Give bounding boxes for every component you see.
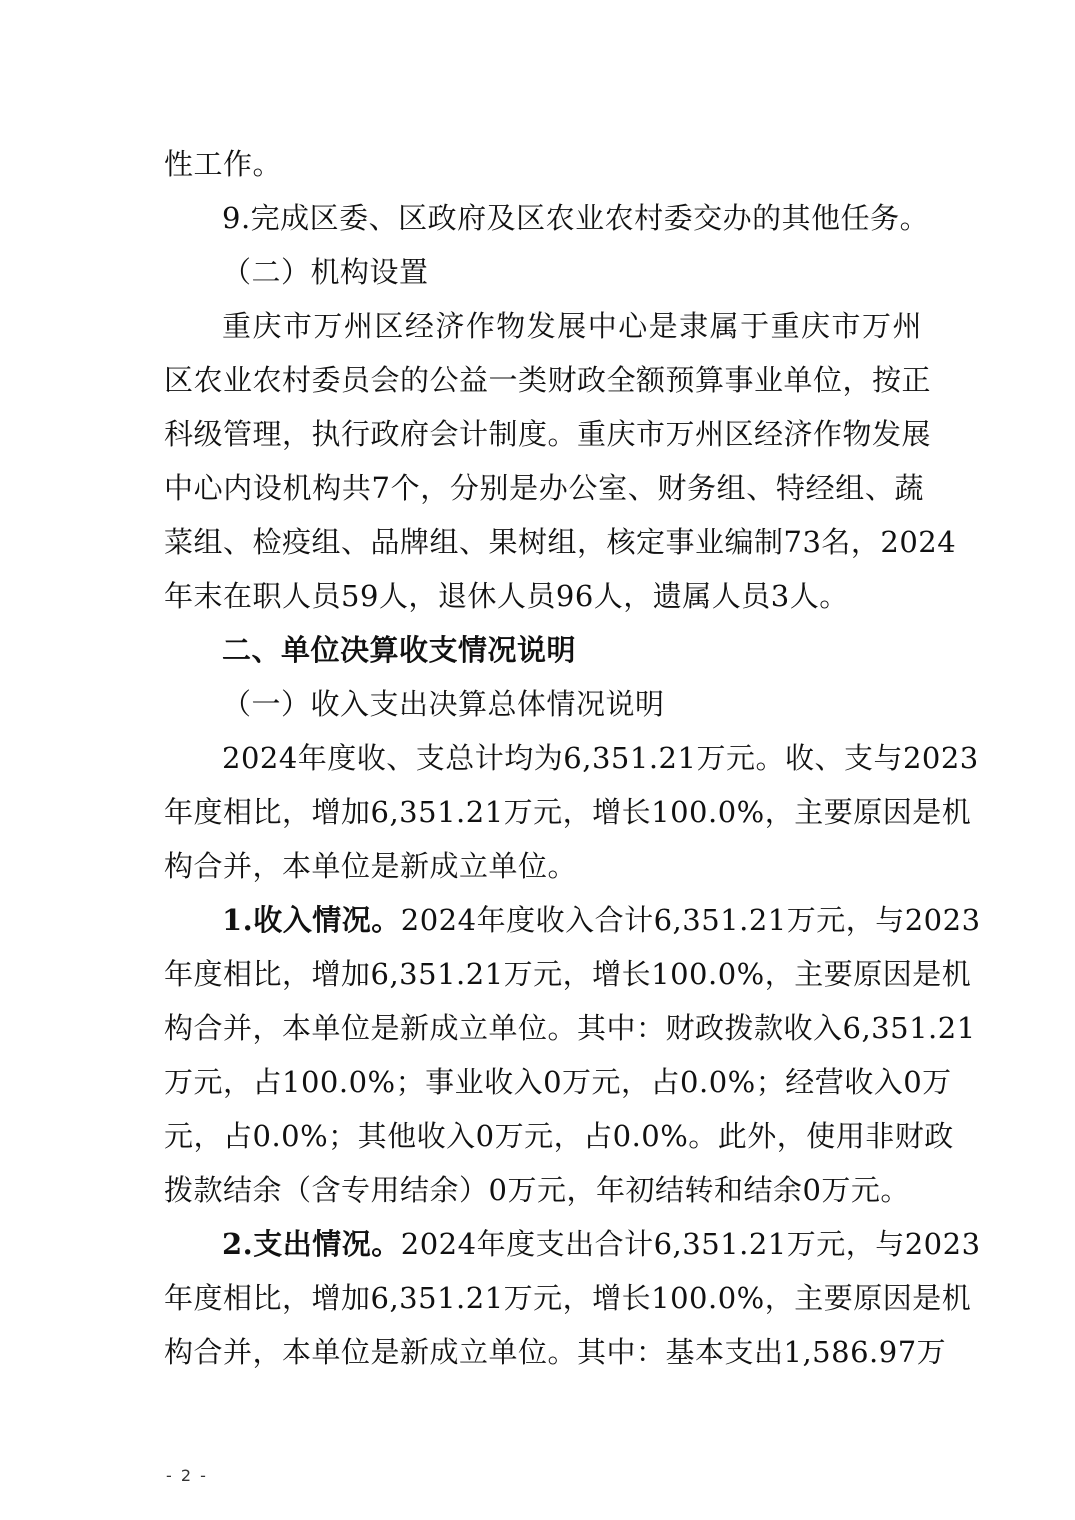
expenditure-paragraph-line (222, 1217, 981, 1271)
text-line: 构合并，本单位是新成立单位。 (164, 849, 578, 883)
section-subheading: （一）收入支出决算总体情况说明 (222, 687, 665, 721)
income-text: 2024年度收入合计6,351.21万元，与2023 (400, 903, 981, 937)
text-line: 年度相比，增加6,351.21万元，增长100.0%，主要原因是机 (164, 1281, 972, 1315)
text-line: 区农业农村委员会的公益一类财政全额预算事业单位，按正 (164, 363, 932, 397)
expenditure-label: 2.支出情况。 (222, 1227, 401, 1261)
text-line: 年度相比，增加6,351.21万元，增长100.0%，主要原因是机 (164, 795, 972, 829)
income-paragraph-line (222, 893, 981, 947)
text-line: 年末在职人员59人，退休人员96人，遗属人员3人。 (164, 579, 849, 613)
text-line: 元，占0.0%；其他收入0万元，占0.0%。此外，使用非财政 (164, 1119, 954, 1153)
text-line: 万元，占100.0%；事业收入0万元，占0.0%；经营收入0万 (164, 1065, 952, 1099)
section-subheading: （二）机构设置 (222, 255, 429, 289)
income-label: 1.收入情况。 (222, 903, 401, 937)
text-line: 性工作。 (164, 147, 283, 181)
text-line: 9.完成区委、区政府及区农业农村委交办的其他任务。 (222, 201, 930, 235)
text-line: 菜组、检疫组、品牌组、果树组，核定事业编制73名，2024 (164, 525, 957, 559)
text-line: 中心内设机构共7个，分别是办公室、财务组、特经组、蔬 (164, 471, 924, 505)
text-line: 拨款结余（含专用结余）0万元，年初结转和结余0万元。 (164, 1173, 910, 1207)
text-line: 构合并，本单位是新成立单位。其中：财政拨款收入6,351.21 (164, 1011, 976, 1045)
section-heading: 二、单位决算收支情况说明 (222, 633, 577, 667)
page-number: - 2 - (166, 1466, 208, 1485)
expenditure-text: 2024年度支出合计6,351.21万元，与2023 (400, 1227, 981, 1261)
text-line: 构合并，本单位是新成立单位。其中：基本支出1,586.97万 (164, 1335, 947, 1369)
text-line: 年度相比，增加6,351.21万元，增长100.0%，主要原因是机 (164, 957, 972, 991)
text-line: 2024年度收、支总计均为6,351.21万元。收、支与2023 (222, 741, 979, 775)
text-line: 科级管理，执行政府会计制度。重庆市万州区经济作物发展 (164, 417, 932, 451)
text-line: 重庆市万州区经济作物发展中心是隶属于重庆市万州 (222, 309, 922, 343)
